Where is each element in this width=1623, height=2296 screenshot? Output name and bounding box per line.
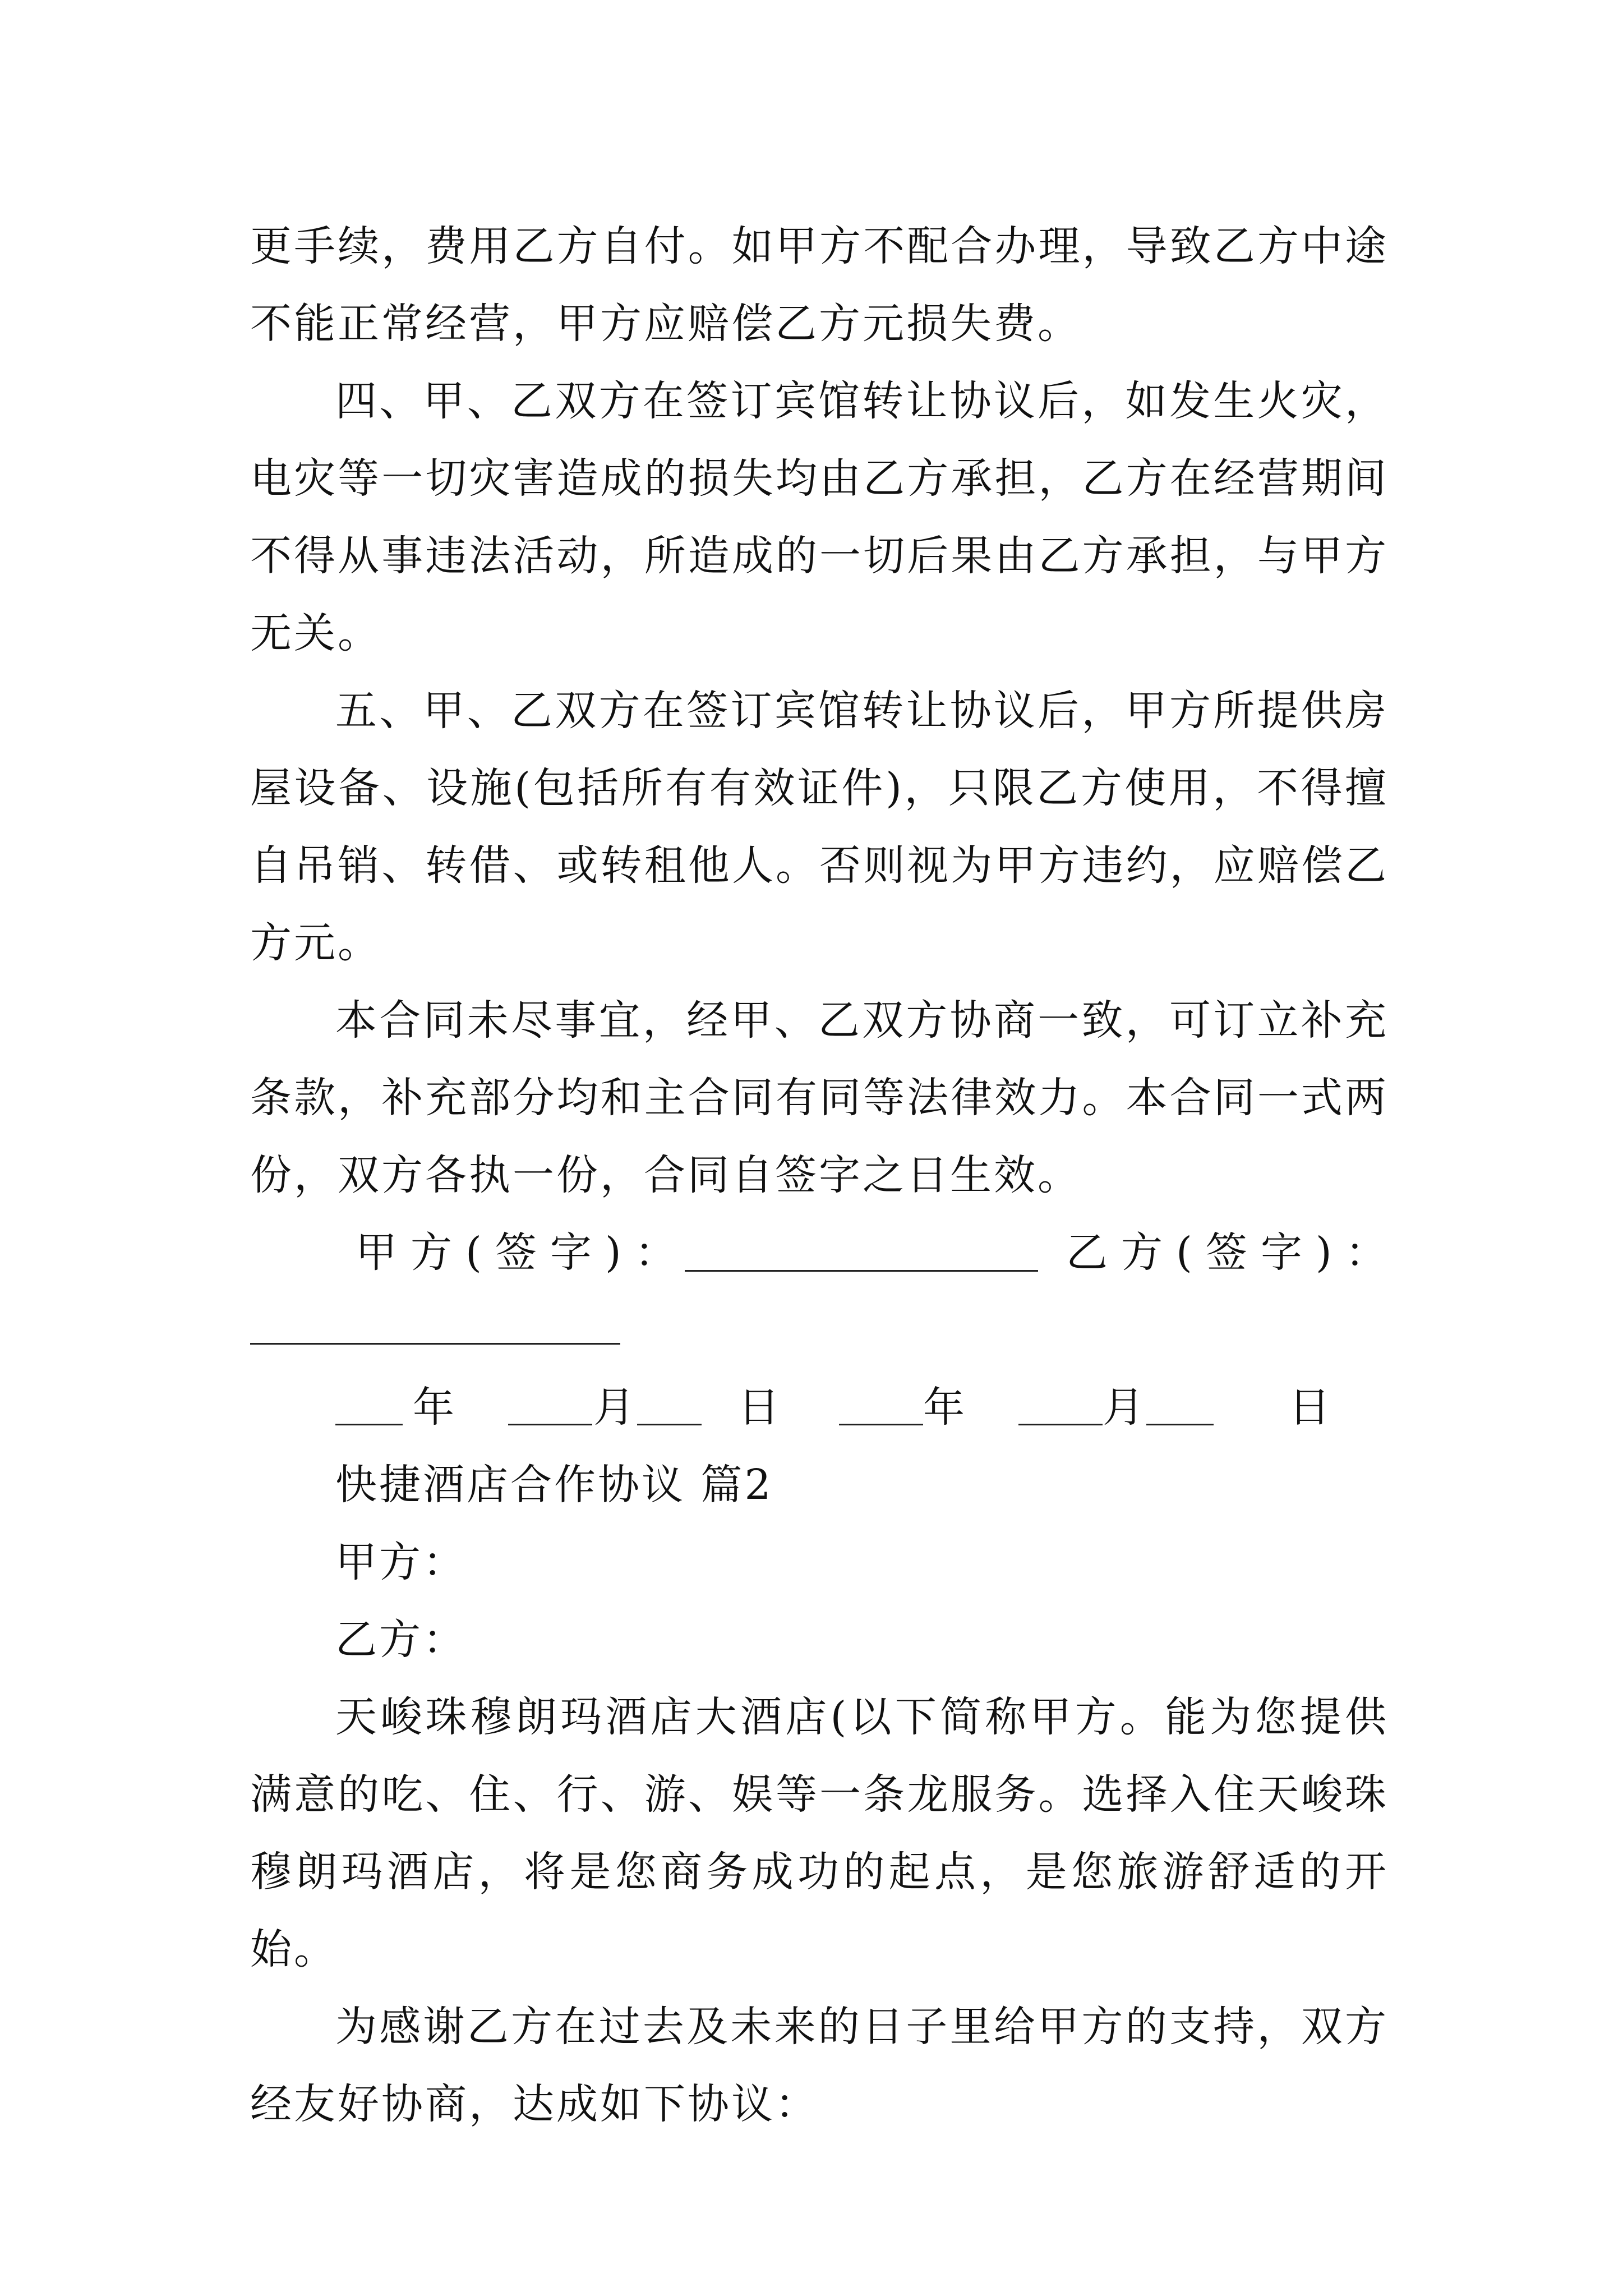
year-a-blank bbox=[335, 1424, 403, 1425]
party-a-line: 甲方： bbox=[335, 1538, 467, 1586]
year-b-unit: 年 bbox=[923, 1383, 965, 1432]
month-b-blank bbox=[1018, 1424, 1103, 1425]
signing-date-row bbox=[250, 1369, 1389, 1446]
document-body bbox=[250, 208, 1400, 2143]
month-b-unit: 月 bbox=[1103, 1383, 1144, 1432]
party-a-signature-blank bbox=[685, 1270, 1038, 1272]
year-a-unit: 年 bbox=[413, 1383, 454, 1432]
party-a-signature-label: 甲方(签字)： bbox=[356, 1228, 690, 1277]
party-b-signature-label: 乙方(签字)： bbox=[1066, 1228, 1400, 1277]
party-b-signature-blank bbox=[250, 1343, 620, 1345]
day-a-blank bbox=[637, 1424, 702, 1425]
paragraph-continuation: 更手续，费用乙方自付。如甲方不配合办理，导致乙方中途不能正常经营，甲方应赔偿乙方元损失费。 bbox=[250, 222, 1389, 348]
month-a-blank bbox=[508, 1424, 592, 1425]
day-b-blank bbox=[1146, 1424, 1214, 1425]
signature-row bbox=[250, 1214, 1400, 1291]
section-title: 快捷酒店合作协议 篇2 bbox=[335, 1461, 773, 1509]
paragraph-clause-four: 四、甲、乙双方在签订宾馆转让协议后，如发生火灾，电灾等一切灾害造成的损失均由乙方承担，乙方在经营期间不得从事违法活动，所造成的一切后果由乙方承担，与甲方无关。 bbox=[250, 377, 1389, 657]
party-b-line: 乙方： bbox=[335, 1616, 467, 1664]
paragraph-closing-terms: 本合同未尽事宜，经甲、乙双方协商一致，可订立补充条款，补充部分均和主合同有同等法律效力。本合同一式两份，双方各执一份，合同自签字之日生效。 bbox=[250, 996, 1389, 1199]
year-b-blank bbox=[839, 1424, 923, 1425]
day-b-unit: 日 bbox=[1289, 1383, 1330, 1432]
party-b-signature-line bbox=[250, 1291, 1389, 1369]
paragraph-clause-five: 五、甲、乙双方在签订宾馆转让协议后，甲方所提供房屋设备、设施(包括所有有效证件)，只限乙方使用，不得擅自吊销、转借、或转租他人。否则视为甲方违约，应赔偿乙方元。 bbox=[250, 687, 1389, 967]
paragraph-hotel-intro: 天峻珠穆朗玛酒店大酒店(以下简称甲方。能为您提供满意的吃、住、行、游、娱等一条龙服务。选择入住天峻珠穆朗玛酒店，将是您商务成功的起点，是您旅游舒适的开始。 bbox=[250, 1693, 1389, 1973]
day-a-unit: 日 bbox=[738, 1383, 780, 1432]
month-a-unit: 月 bbox=[593, 1383, 635, 1432]
paragraph-agreement-intro: 为感谢乙方在过去及未来的日子里给甲方的支持，双方经友好协商，达成如下协议： bbox=[250, 2003, 1389, 2128]
